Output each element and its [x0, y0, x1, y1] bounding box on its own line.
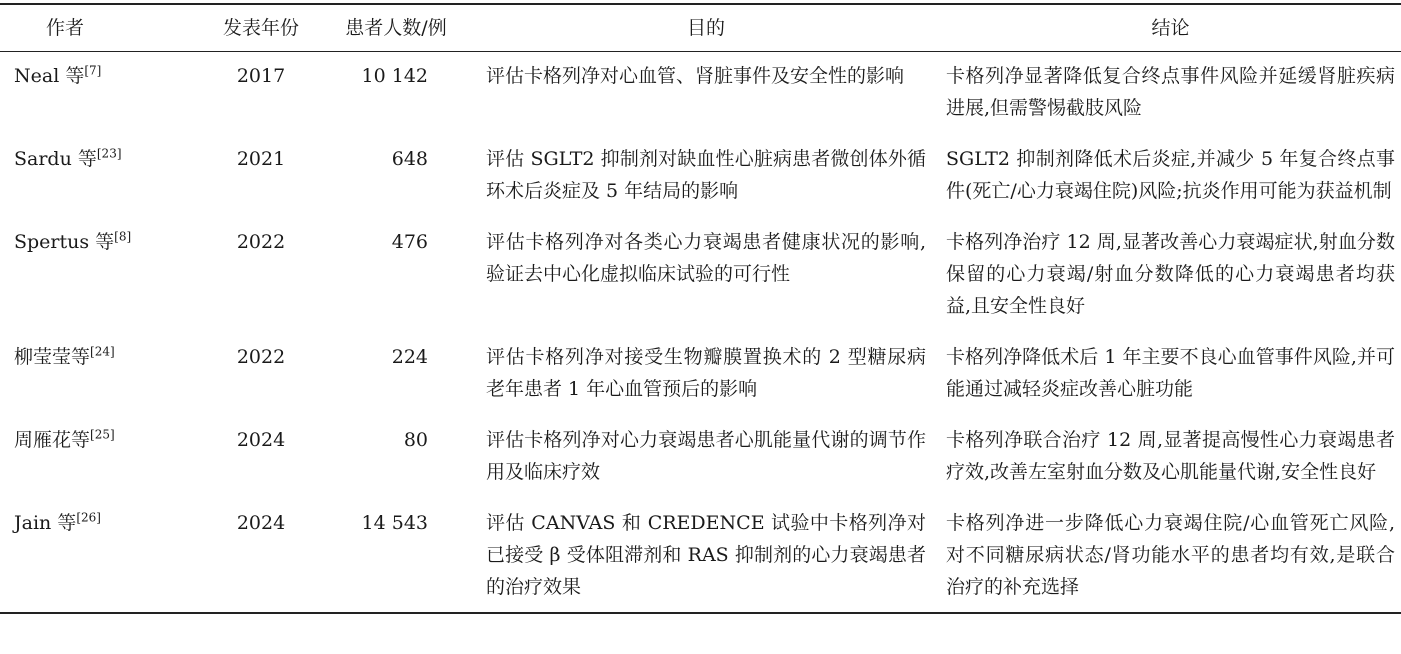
cell-year: 2017 — [236, 65, 286, 87]
cell-patients: 14 543 — [361, 512, 428, 534]
literature-table — [0, 3, 1401, 614]
reference-citation: [7] — [84, 63, 102, 78]
cell-author — [0, 331, 206, 414]
cell-author — [0, 497, 206, 613]
cell-conclusion: 卡格列净联合治疗 12 周,显著提高慢性心力衰竭患者疗效,改善左室射血分数及心肌能量代谢,安全性良好 — [946, 429, 1395, 483]
header-author: 作者 — [46, 17, 85, 39]
cell-year: 2022 — [236, 231, 286, 253]
cell-patients: 80 — [403, 429, 428, 451]
table-row — [0, 331, 1401, 414]
cell-conclusion: 卡格列净显著降低复合终点事件风险并延缓肾脏疾病进展,但需警惕截肢风险 — [946, 65, 1395, 119]
cell-conclusion: 卡格列净降低术后 1 年主要不良心血管事件风险,并可能通过减轻炎症改善心脏功能 — [946, 346, 1395, 400]
header-aim: 目的 — [686, 17, 725, 39]
table-row — [0, 133, 1401, 216]
reference-citation: [23] — [96, 146, 122, 161]
cell-author — [0, 216, 206, 331]
header-conclusion: 结论 — [1151, 17, 1190, 39]
cell-year: 2024 — [236, 512, 286, 534]
cell-conclusion: 卡格列净进一步降低心力衰竭住院/心血管死亡风险,对不同糖尿病状态/肾功能水平的患者均有效,是联合治疗的补充选择 — [946, 512, 1395, 598]
cell-patients: 224 — [391, 346, 428, 368]
cell-year: 2024 — [236, 429, 286, 451]
cell-aim: 评估卡格列净对各类心力衰竭患者健康状况的影响,验证去中心化虚拟临床试验的可行性 — [486, 231, 926, 285]
author-name: Jain 等 — [14, 512, 77, 534]
reference-citation: [8] — [114, 229, 132, 244]
cell-conclusion: 卡格列净治疗 12 周,显著改善心力衰竭症状,射血分数保留的心力衰竭/射血分数降低的心力衰竭患者均获益,且安全性良好 — [946, 231, 1395, 317]
cell-year: 2022 — [236, 346, 286, 368]
author-name: Sardu 等 — [14, 148, 97, 170]
header-patients: 患者人数/例 — [345, 17, 447, 39]
table-row — [0, 52, 1401, 134]
cell-aim: 评估卡格列净对接受生物瓣膜置换术的 2 型糖尿病老年患者 1 年心血管预后的影响 — [486, 346, 926, 400]
cell-author — [0, 414, 206, 497]
cell-conclusion: SGLT2 抑制剂降低术后炎症,并减少 5 年复合终点事件(死亡/心力衰竭住院)风险;抗炎作用可能为获益机制 — [946, 148, 1395, 202]
author-name: Neal 等 — [14, 65, 85, 87]
table-header — [0, 4, 1401, 52]
cell-patients: 648 — [391, 148, 428, 170]
table-row — [0, 497, 1401, 613]
cell-aim: 评估 SGLT2 抑制剂对缺血性心脏病患者微创体外循环术后炎症及 5 年结局的影响 — [486, 148, 926, 202]
author-name: Spertus 等 — [14, 231, 115, 253]
table-body — [0, 52, 1401, 614]
header-year: 发表年份 — [222, 17, 299, 39]
table-row — [0, 216, 1401, 331]
cell-patients: 476 — [391, 231, 428, 253]
author-name: 周雁花等 — [14, 429, 91, 451]
cell-aim: 评估 CANVAS 和 CREDENCE 试验中卡格列净对已接受 β 受体阻滞剂和 RAS 抑制剂的心力衰竭患者的治疗效果 — [486, 512, 926, 598]
cell-patients: 10 142 — [361, 65, 428, 87]
header-row — [0, 4, 1401, 52]
cell-aim: 评估卡格列净对心力衰竭患者心肌能量代谢的调节作用及临床疗效 — [486, 429, 926, 483]
table-row — [0, 414, 1401, 497]
cell-author — [0, 133, 206, 216]
reference-citation: [26] — [76, 510, 101, 525]
cell-year: 2021 — [236, 148, 286, 170]
cell-author — [0, 52, 206, 134]
reference-citation: [24] — [90, 344, 115, 359]
author-name: 柳莹莹等 — [14, 346, 91, 368]
reference-citation: [25] — [90, 427, 115, 442]
cell-aim: 评估卡格列净对心血管、肾脏事件及安全性的影响 — [486, 65, 905, 87]
